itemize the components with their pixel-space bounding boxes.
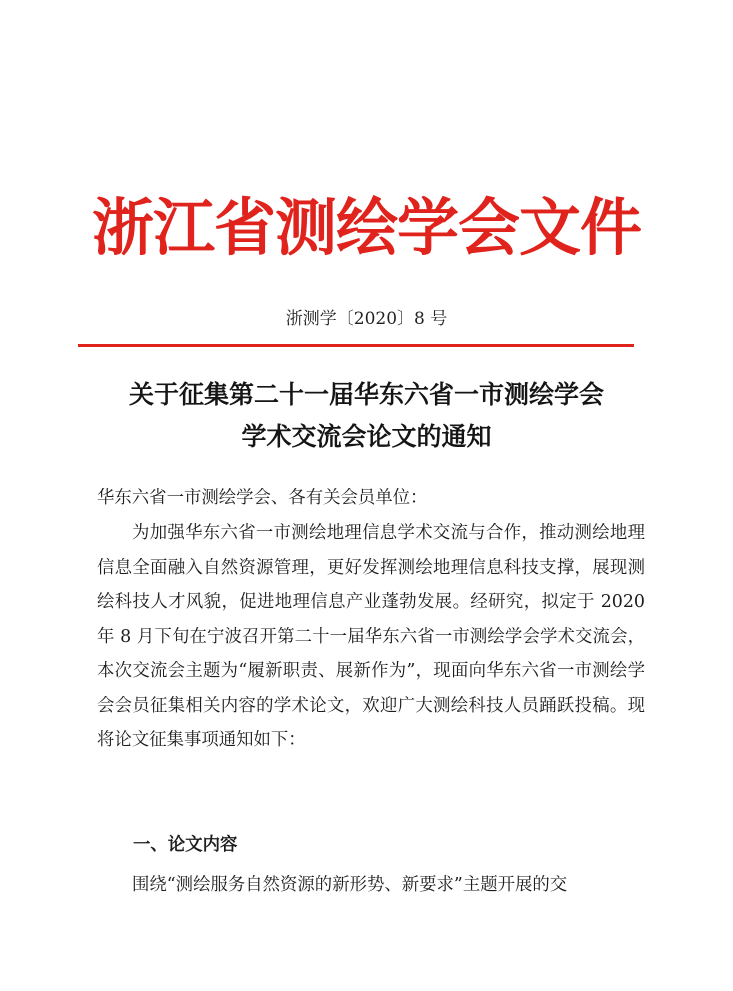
notice-title-line-2: 学术交流会论文的通知 [241, 422, 492, 451]
document-masthead: 浙江省测绘学会文件 [91, 191, 641, 264]
notice-title [0, 374, 733, 458]
section-heading-1: 一、论文内容 [133, 835, 238, 855]
salutation: 华东六省一市测绘学会、各有关会员单位： [97, 488, 428, 508]
document-number: 浙测学〔2020〕8 号 [285, 309, 448, 329]
body-paragraph-2: 围绕“测绘服务自然资源的新形势、新要求”主题开展的交 [132, 875, 568, 895]
notice-title-line-1: 关于征集第二十一届华东六省一市测绘学会 [128, 380, 604, 409]
red-divider-line [78, 344, 634, 347]
body-paragraph-1: 为加强华东六省一市测绘地理信息学术交流与合作，推动测绘地理信息全面融入自然资源管理，更好发挥测绘地理信息科技支撑，展现测绘科技人才风貌，促进地理信息产业蓬勃发展。经研究，拟定于 2020 年 8 月下旬在宁波召开第二十一届华东六省一市测绘学会学术交流会，本次交流会主题为“履新职责、展新作为”，现面向华东六省一市测绘学会会员征集相关内容的学术论文，欢迎广大测绘科技人员踊跃投稿。现将论文征集事项通知如下： [97, 523, 645, 750]
